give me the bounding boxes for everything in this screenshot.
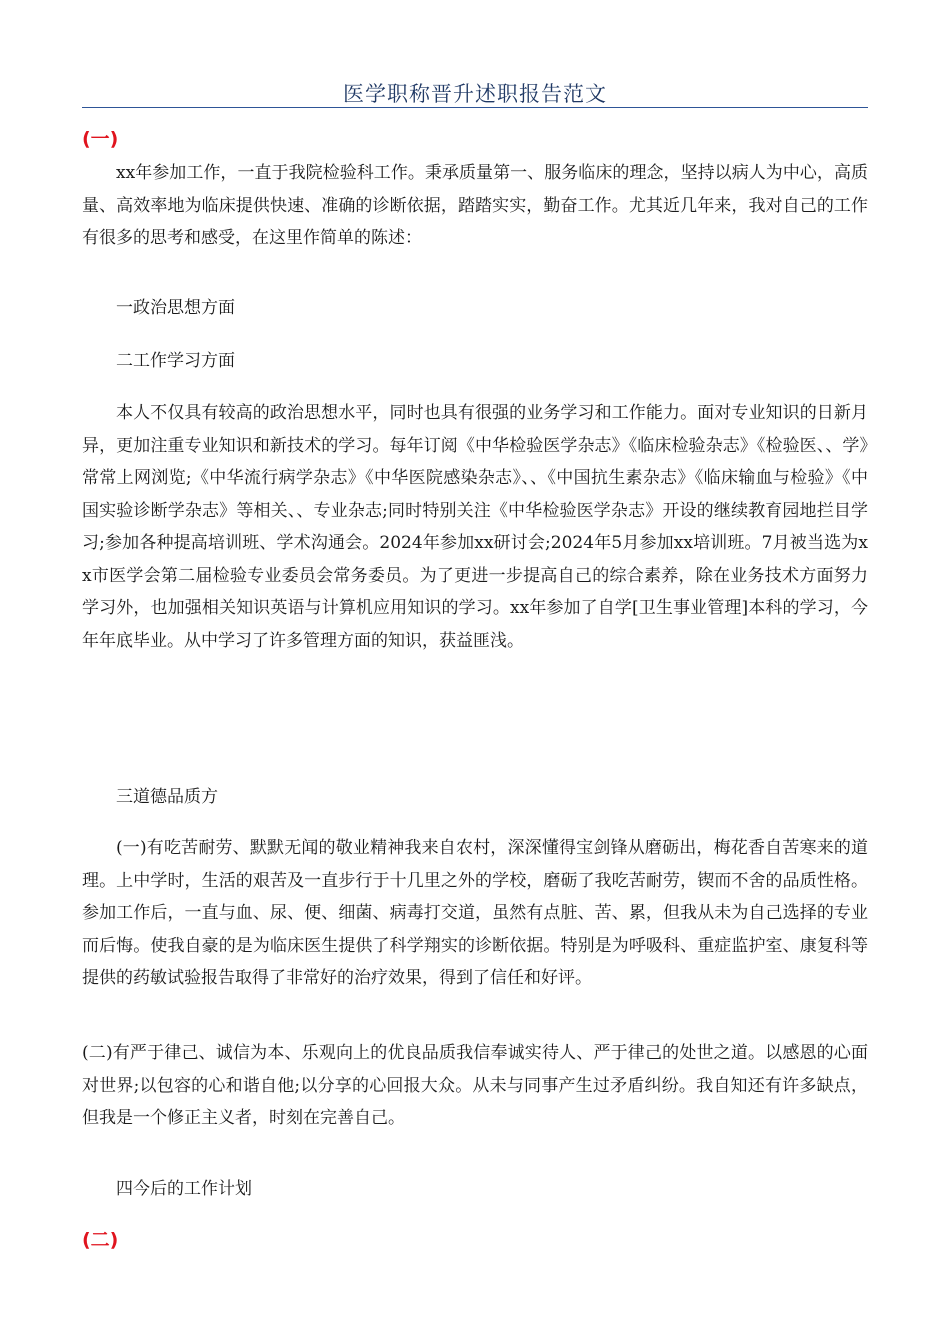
heading-work-study: 二工作学习方面 (116, 351, 235, 371)
page-title: 医学职称晋升述职报告范文 (343, 82, 607, 106)
section-label-1: (一) (82, 128, 119, 150)
morality-paragraph-1: (一)有吃苦耐劳、默默无闻的敬业精神我来自农村，深深懂得宝剑锋从磨砺出，梅花香自苦寒来的道理。上中学时，生活的艰苦及一直步行于十几里之外的学校，磨砺了我吃苦耐劳，锲而不舍的品质性格。参加工作后，一直与血、尿、便、细菌、病毒打交道，虽然有点脏、苦、累，但我从未为自己选择的专业而后悔。使我自豪的是为临床医生提供了科学翔实的诊断依据。特别是为呼吸科、重症监护室、康复科等提供的药敏试验报告取得了非常好的治疗效果，得到了信任和好评。 (82, 838, 868, 988)
intro-paragraph: xx年参加工作，一直于我院检验科工作。秉承质量第一、服务临床的理念，坚持以病人为中心，高质量、高效率地为临床提供快速、准确的诊断依据，踏踏实实，勤奋工作。尤其近几年来，我对自己的工作有很多的思考和感受，在这里作简单的陈述： (82, 163, 868, 248)
title-rule (82, 107, 868, 108)
study-paragraph: 本人不仅具有较高的政治思想水平，同时也具有很强的业务学习和工作能力。面对专业知识的日新月异，更加注重专业知识和新技术的学习。每年订阅《中华检验医学杂志》《临床检验杂志》《检验医、、学》常常上网浏览;《中华流行病学杂志》《中华医院感染杂志》、、《中国抗生素杂志》《临床输血与检验》《中国实验诊断学杂志》等相关、、专业杂志;同时特别关注《中华检验医学杂志》开设的继续教育园地拦目学习;参加各种提高培训班、学术沟通会。2024年参加xx研讨会;2024年5月参加xx培训班。7月被当选为xx市医学会第二届检验专业委员会常务委员。为了更进一步提高自己的综合素养，除在业务技术方面努力学习外，也加强相关知识英语与计算机应用知识的学习。xx年参加了自学[卫生事业管理]本科的学习，今年年底毕业。从中学习了许多管理方面的知识，获益匪浅。 (82, 403, 868, 651)
section-label-2: (二) (82, 1229, 119, 1251)
heading-morality: 三道德品质方 (116, 787, 218, 807)
heading-political: 一政治思想方面 (116, 298, 235, 318)
heading-future-plan: 四今后的工作计划 (116, 1179, 252, 1199)
morality-paragraph-2: (二)有严于律己、诚信为本、乐观向上的优良品质我信奉诚实待人、严于律己的处世之道。以感恩的心面对世界;以包容的心和谐自他;以分享的心回报大众。从未与同事产生过矛盾纠纷。我自知还有许多缺点，但我是一个修正主义者，时刻在完善自己。 (82, 1043, 868, 1128)
